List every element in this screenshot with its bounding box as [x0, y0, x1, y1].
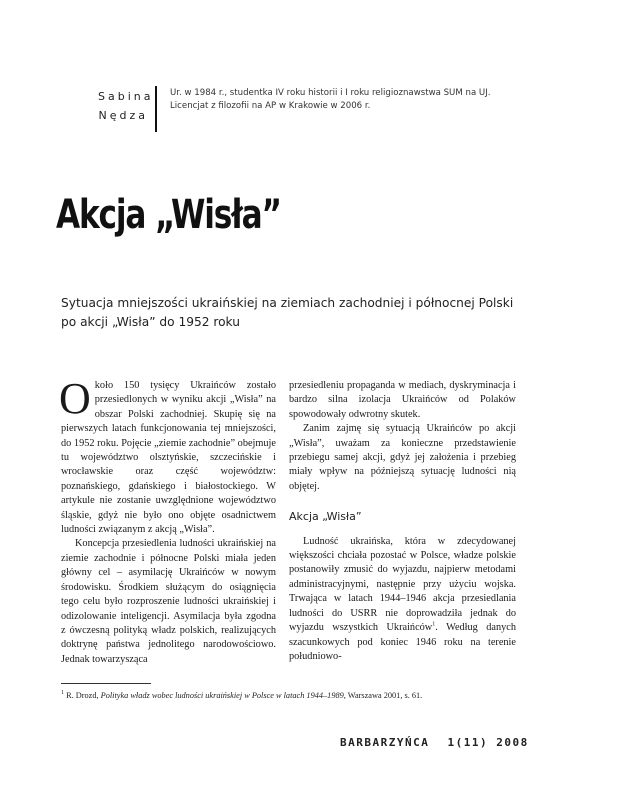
- footnote: [61, 690, 521, 701]
- footnote-details: , Warszawa 2001, s. 61.: [343, 691, 423, 700]
- body-column-right: [289, 379, 516, 664]
- footnote-ref[interactable]: 1: [432, 621, 436, 628]
- journal-name: BARBARZYŃCA: [340, 736, 430, 749]
- page-footer: [340, 736, 529, 749]
- drop-cap: O: [59, 374, 91, 423]
- article-title: Akcja „Wisła”: [56, 192, 281, 238]
- article-subtitle: Sytuacja mniejszości ukraińskiej na ziemiach zachodniej i północnej Polski po akcji „Wisła” do 1952 roku: [61, 296, 514, 329]
- footnote-author: R. Drozd,: [66, 691, 99, 700]
- author-last-name: Nędza: [98, 109, 148, 122]
- footnote-work-title: Polityka władz wobec ludności ukraińskiej w Polsce w latach 1944–1989: [100, 691, 344, 700]
- author-bio: Ur. w 1984 r., studentka IV roku historii i I roku religioznawstwa SUM na UJ. Licencjat z filozofii na AP w Krakowie w 2006 r.: [170, 88, 491, 111]
- paragraph: [289, 535, 516, 665]
- author-first-name: Sabina: [98, 90, 154, 103]
- paragraph: Zanim zajmę się sytuacją Ukraińców po akcji „Wisła”, uważam za konieczne przedstawienie przebiegu samej akcji, gdyż jej założenia i przebieg miały wpływ na późniejszą sytuację ludności nią objętej.: [289, 423, 516, 492]
- paragraph-text: . Według danych szacunkowych pod koniec 1946 roku na terenie południowo-: [289, 622, 516, 662]
- footnote-number: 1: [61, 690, 64, 697]
- paragraph: [59, 374, 276, 537]
- paragraph: Koncepcja przesiedlenia ludności ukraińskiej na ziemie zachodnie i północne Polski miała jeden główny cel – asymilację Ukraińców w nowym środowisku. Środkiem służącym do osiągnięcia tego celu było rozproszenie ludności ukraińskiej i odizolowanie inteligencji. Asymilacja była zgodna z ówczesną polityką władz polskich, realizujących doktrynę państwa jednolitego narodowościowo. Jednak towarzysząca: [61, 538, 276, 665]
- author-divider: [155, 86, 157, 132]
- body-column-left: [59, 374, 276, 667]
- section-heading: Akcja „Wisła”: [289, 510, 362, 524]
- paragraph-text: koło 150 tysięcy Ukraińców zostało przesiedlonych w wyniku akcji „Wisła” na obszar Polski zachodniej. Skupię się na pierwszych latach funkcjonowania tej mniejszości, do 1952 roku. Pojęcie „ziemie zachodnie” obejmuje tu województwo olsztyńskie, szczecińskie i wrocławskie oraz część województw: poznańskiego, gdańskiego i białostockiego. W artykule nie zostanie uwzględnione województwo śląskie, gdyż nie było ono objęte osadnictwem ludności związanym z akcją „Wisła”.: [61, 380, 276, 536]
- issue-number: 1(11) 2008: [447, 736, 529, 749]
- paragraph-text: Ludność ukraińska, która w zdecydowanej większości chciała pozostać w Polsce, władze polskie postanowiły zmusić do wyjazdu, najpierw metodami administracyjnymi, następnie przy użyciu wojska. Trwająca w latach 1944–1946 akcja przesiedlania ludności do USRR nie doprowadziła jednak do wyjazdu wszystkich Ukraińców: [289, 535, 516, 634]
- paragraph: przesiedleniu propaganda w mediach, dyskryminacja i bardzo silna izolacja Ukraińców od Polaków spowodowały odwrotny skutek.: [289, 380, 516, 420]
- footnote-divider: [61, 683, 151, 684]
